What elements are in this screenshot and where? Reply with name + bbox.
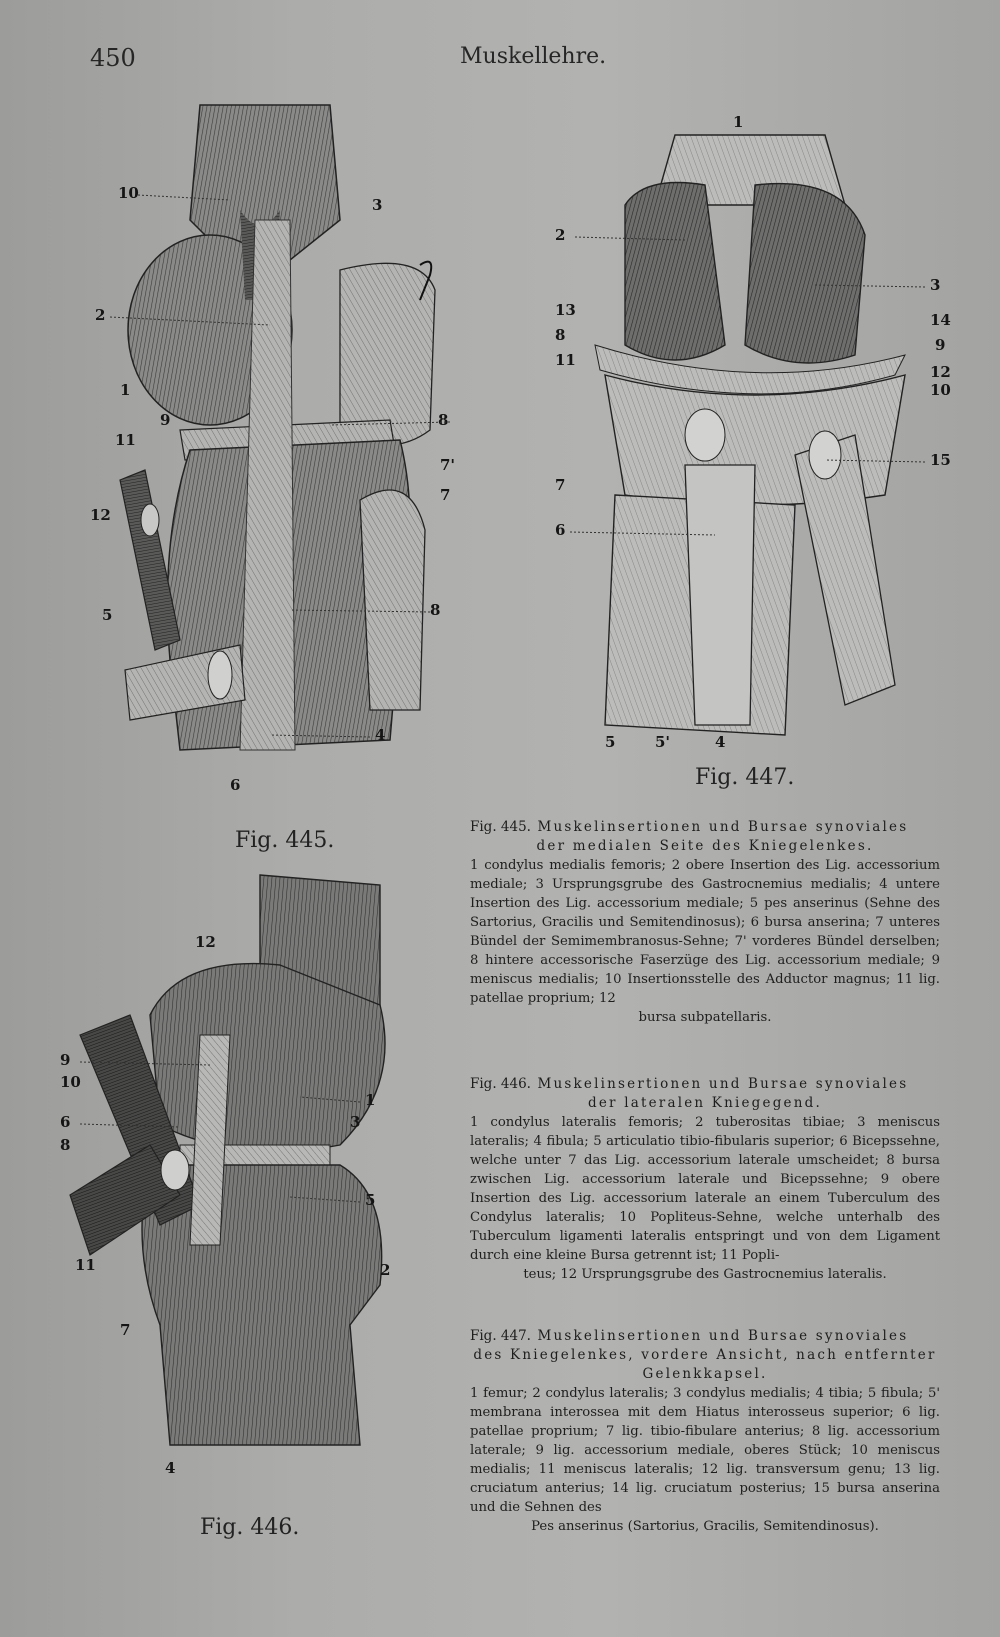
figure-445 [90,100,490,820]
caption-fig445-subtitle: der medialen Seite des Kniegelenkes. [536,838,874,854]
fig446-label-7: 7 [120,1321,131,1339]
fig445-label-1: 1 [120,381,131,399]
figure-446-illustration [60,865,430,1485]
fig447-label-2: 2 [555,226,566,244]
fig445-label-12: 12 [90,506,111,524]
caption-fig445 [470,818,940,1027]
fig446-label-11: 11 [75,1256,96,1274]
fig446-label-12: 12 [195,933,216,951]
fig447-label-6: 6 [555,521,566,539]
fig447-label-5p: 5' [655,733,671,751]
fig447-label-15: 15 [930,451,951,469]
caption-fig446-title: Fig. 446. Muskelinsertionen und Bursae synoviales [470,1076,909,1092]
fig445-label-2: 2 [95,306,106,324]
fig445-label-3: 3 [372,196,383,214]
fig446-label-8: 8 [60,1136,71,1154]
fig447-caption-label: Fig. 447. [695,765,795,790]
fig447-label-11: 11 [555,351,576,369]
fig447-label-1: 1 [733,115,744,131]
fig446-caption-label: Fig. 446. [200,1515,300,1540]
figure-447 [555,115,955,755]
fig445-label-10: 10 [118,184,139,202]
caption-fig445-last: bursa subpatellaris. [638,1010,772,1025]
fig445-label-9: 9 [160,411,171,429]
page-number: 450 [90,44,136,72]
running-title: Muskellehre. [460,44,607,69]
fig446-label-2: 2 [380,1261,391,1279]
caption-fig447-subtitle: des Kniegelenkes, vordere Ansicht, nach entfernter [473,1347,937,1363]
fig447-label-9: 9 [935,336,946,354]
caption-fig446 [470,1075,940,1284]
caption-fig447-subtitle2: Gelenkkapsel. [642,1366,768,1382]
caption-fig446-last: teus; 12 Ursprungsgrube des Gastrocnemius lateralis. [523,1267,887,1282]
fig447-label-10: 10 [930,381,951,399]
fig446-label-6: 6 [60,1113,71,1131]
fig447-label-3: 3 [930,276,941,294]
caption-fig447 [470,1327,940,1536]
figure-445-illustration [90,100,490,820]
fig445-label-8a: 8 [438,411,449,429]
fig445-label-6: 6 [230,776,241,794]
caption-fig445-title: Fig. 445. Muskelinsertionen und Bursae synoviales [470,819,909,835]
fig445-label-7p: 7' [440,456,456,474]
fig445-label-11: 11 [115,431,136,449]
fig446-label-3: 3 [350,1113,361,1131]
fig446-label-9: 9 [60,1051,71,1069]
caption-fig447-title: Fig. 447. Muskelinsertionen und Bursae synoviales [470,1328,909,1344]
fig446-label-5: 5 [365,1191,376,1209]
figure-446 [60,865,430,1485]
caption-fig447-last: Pes anserinus (Sartorius, Gracilis, Semitendinosus). [531,1519,879,1534]
caption-fig446-body: 1 condylus lateralis femoris; 2 tuberositas tibiae; 3 meniscus lateralis; 4 fibula; 5 articulatio tibio-fibularis superior; 6 Bicepssehne, welche unter 7 das Lig. accessorium laterale umscheidet; 8 bursa zwischen Lig. accessorium laterale und Bicepssehne; 9 obere Insertion des Lig. accessorium laterale an einem Tuberculum des Condylus lateralis; 10 Popliteus-Sehne, welche unterhalb des Tuberculum ligamenti lateralis entspringt und von dem Ligament durch eine kleine Bursa getrennt ist; 11 Popli- [470,1115,940,1263]
fig445-label-5: 5 [102,606,113,624]
fig447-label-13: 13 [555,301,576,319]
fig447-label-12: 12 [930,363,951,381]
fig447-label-8: 8 [555,326,566,344]
fig447-label-5: 5 [605,733,616,751]
caption-fig445-body: 1 condylus medialis femoris; 2 obere Insertion des Lig. accessorium mediale; 3 Ursprungsgrube des Gastrocnemius medialis; 4 untere Insertion des Lig. accessorium mediale; 5 pes anserinus (Sehne des Sartorius, Gracilis und Semitendinosus); 6 bursa anserina; 7 unteres Bündel der Semimembranosus-Sehne; 7' vorderes Bündel derselben; 8 hintere accessorische Faserzüge des Lig. accessorium mediale; 9 meniscus medialis; 10 Insertionsstelle des Adductor magnus; 11 lig. patellae proprium; 12 [470,858,940,1006]
fig445-label-4: 4 [375,726,386,744]
caption-fig446-subtitle: der lateralen Kniegegend. [588,1095,822,1111]
fig445-label-8b: 8 [430,601,441,619]
fig447-label-4: 4 [715,733,726,751]
fig447-label-14: 14 [930,311,951,329]
fig445-caption-label: Fig. 445. [235,828,335,853]
fig447-label-7: 7 [555,476,566,494]
figure-447-illustration [555,115,955,755]
fig446-label-1: 1 [365,1091,376,1109]
fig446-label-4: 4 [165,1459,176,1477]
fig446-label-10: 10 [60,1073,81,1091]
caption-fig447-body: 1 femur; 2 condylus lateralis; 3 condylus medialis; 4 tibia; 5 fibula; 5' membrana interossea mit dem Hiatus interosseus superior; 6 lig. patellae proprium; 7 lig. tibio-fibulare anterius; 8 lig. accessorium laterale; 9 lig. accessorium mediale, oberes Stück; 10 meniscus medialis; 11 meniscus lateralis; 12 lig. transversum genu; 13 lig. cruciatum anterius; 14 lig. cruciatum posterius; 15 bursa anserina und die Sehnen des [470,1386,940,1515]
fig445-label-7: 7 [440,486,451,504]
